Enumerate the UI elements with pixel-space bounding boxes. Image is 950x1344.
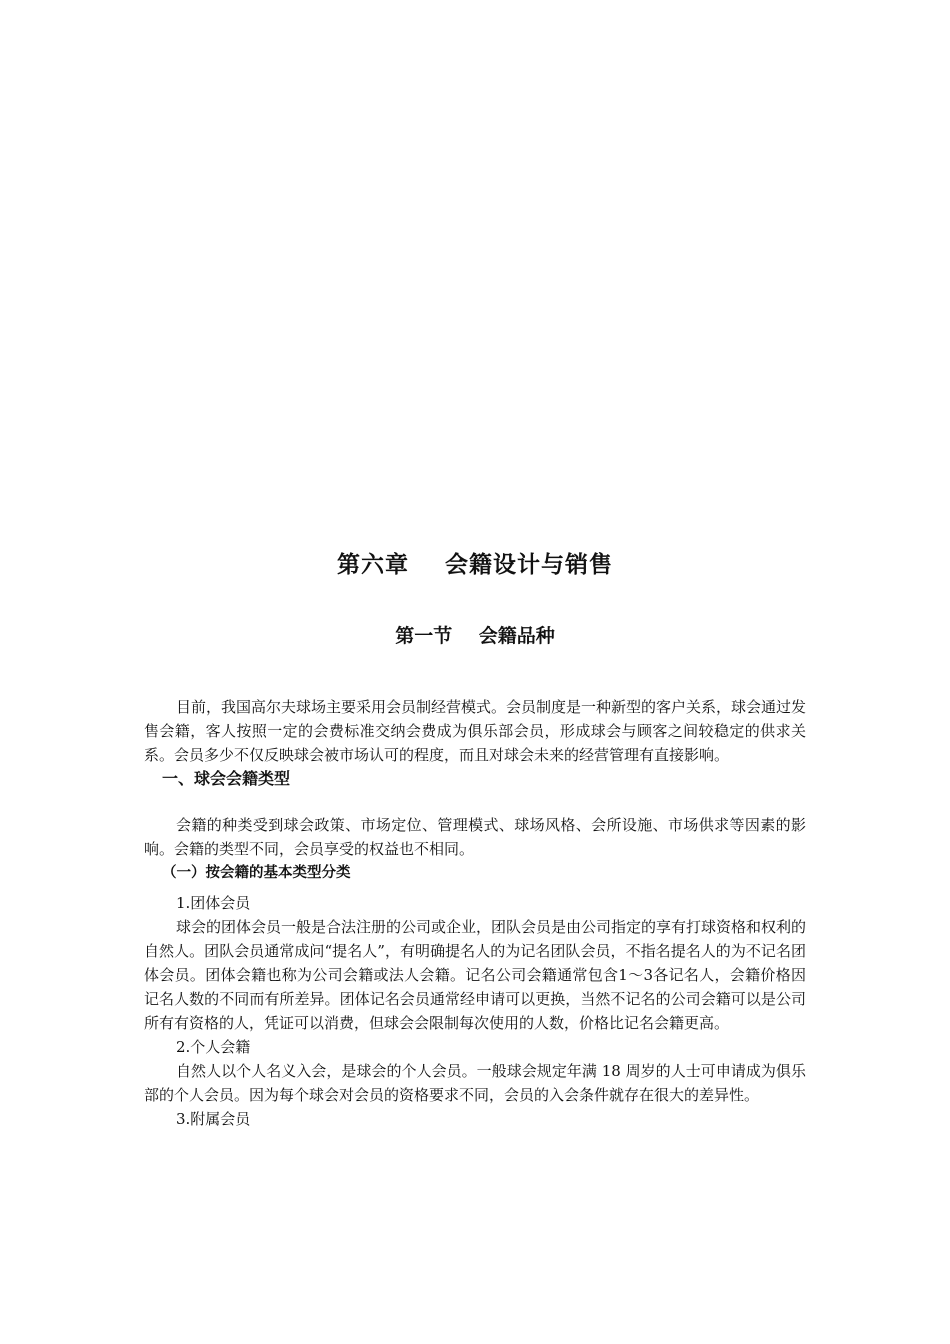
item-text-individual-member: 自然人以个人名义入会，是球会的个人会员。一般球会规定年满 18 周岁的人士可申请成为俱乐部的个人会员。因为每个球会对会员的资格要求不同，会员的入会条件就存在很大的差异性。 [144, 1062, 806, 1104]
item-text-group-member: 球会的团体会员一般是合法注册的公司或企业，团队会员是由公司指定的享有打球资格和权利的自然人。团队会员通常成问“提名人”，有明确提名人的为记名团队会员，不指名提名人的为不记名团体会员。团体会籍也称为公司会籍或法人会籍。记名公司会籍通常包含1～3各记名人，会籍价格因记名人数的不同而有所差异。团体记名会员通常经申请可以更换，当然不记名的公司会籍可以是公司所有有资格的人，凭证可以消费，但球会会限制每次使用的人数，价格比记名会籍更高。 [144, 918, 807, 1032]
chapter-title: 第六章 会籍设计与销售 [336, 552, 614, 578]
item-title-individual-member: 2.个人会籍 [176, 1038, 251, 1056]
page-content [144, 540, 806, 1131]
heading-club-membership-types: 一、球会会籍类型 [162, 769, 291, 788]
item-title-affiliate-member: 3.附属会员 [176, 1110, 251, 1128]
heading-basic-type-classification: （一）按会籍的基本类型分类 [162, 865, 351, 881]
intro-paragraph: 目前，我国高尔夫球场主要采用会员制经营模式。会员制度是一种新型的客户关系，球会通过发售会籍，客人按照一定的会费标准交纳会费成为俱乐部会员，形成球会与顾客之间较稳定的供求关系。会员多少不仅反映球会被市场认可的程度，而且对球会未来的经营管理有直接影响。 [144, 698, 807, 764]
item-title-group-member: 1.团体会员 [176, 894, 251, 912]
section-title: 第一节 会籍品种 [395, 625, 555, 647]
membership-types-paragraph: 会籍的种类受到球会政策、市场定位、管理模式、球场风格、会所设施、市场供求等因素的影响。会籍的类型不同，会员享受的权益也不相同。 [144, 816, 806, 858]
